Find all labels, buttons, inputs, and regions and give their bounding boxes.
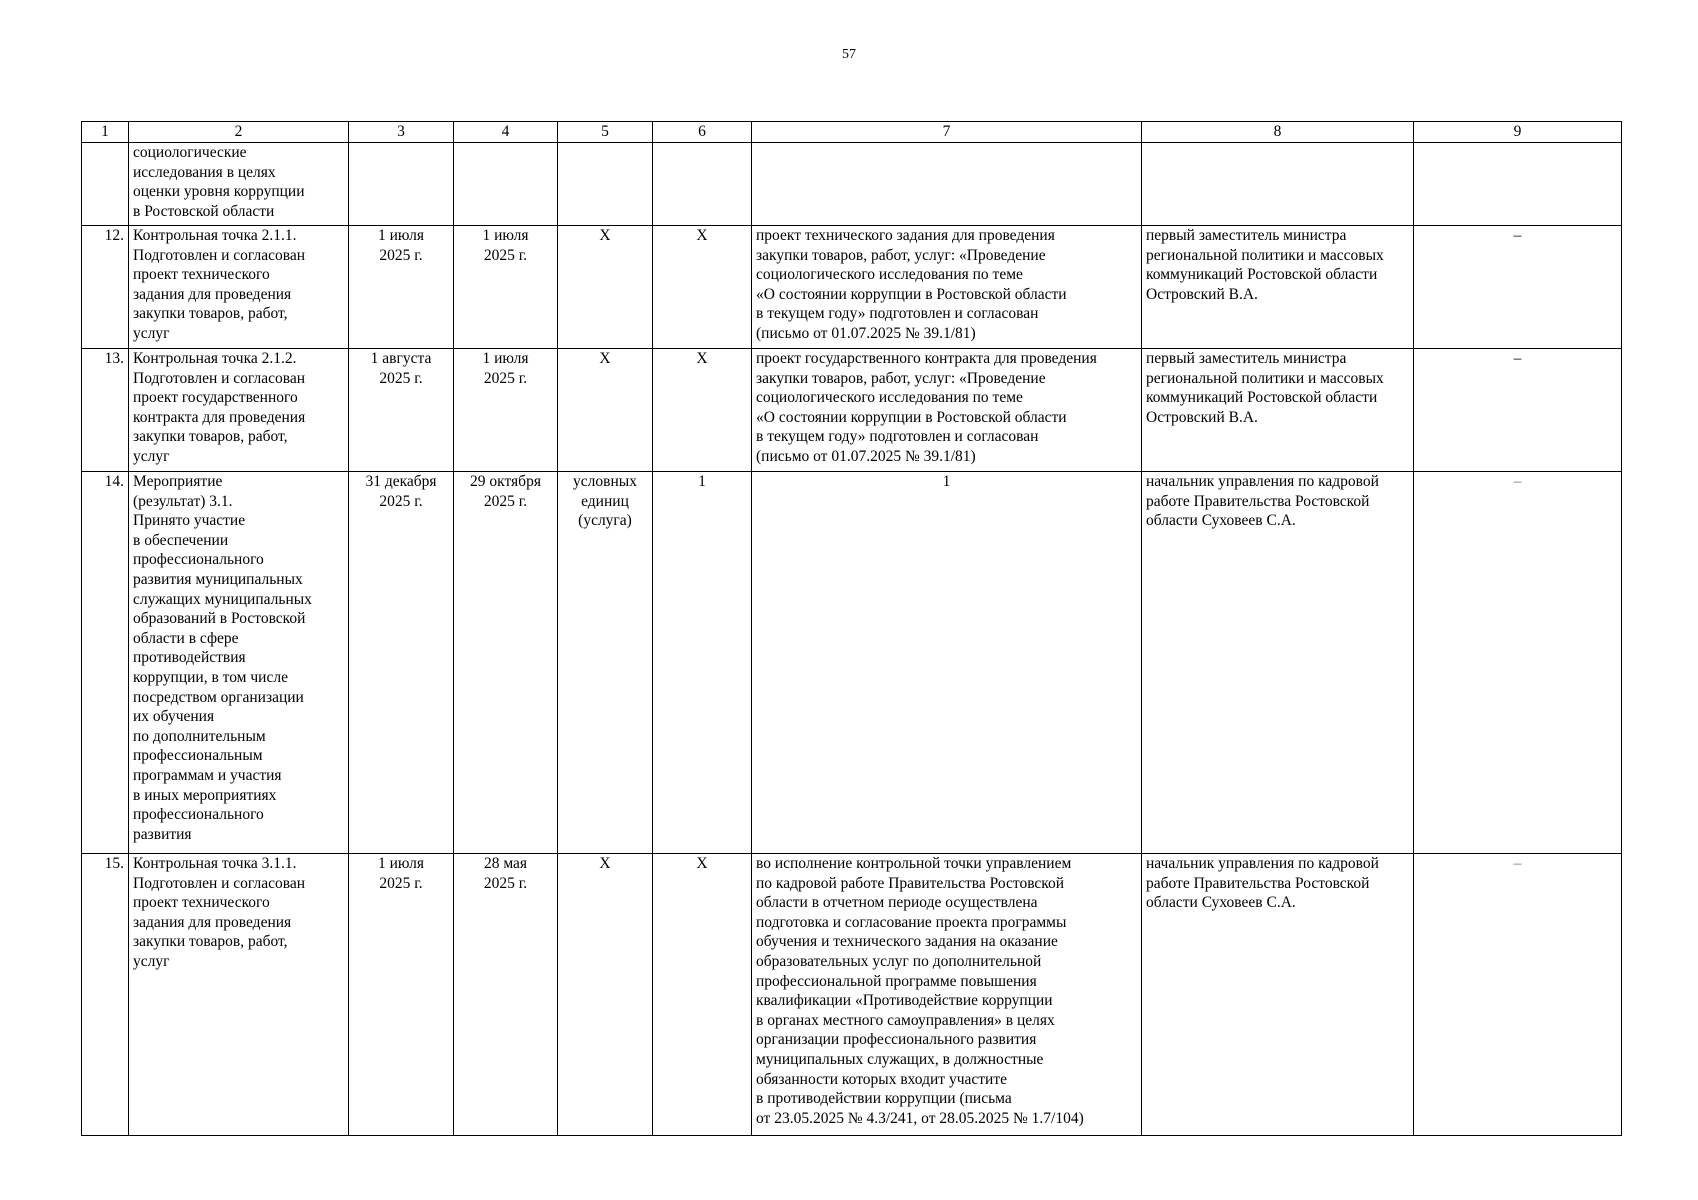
row-number: 13. xyxy=(82,349,129,472)
table-body xyxy=(82,143,1622,1136)
unit: X xyxy=(558,854,653,1136)
result-text: проект технического задания для проведения закупки товаров, работ, услуг: «Проведение социологического исследования по теме «О состоянии коррупции в Ростовской области в текущем году» подготовлен и согласован (письмо от 01.07.2025 № 39.1/81) xyxy=(752,226,1142,349)
responsible: начальник управления по кадровой работе Правительства Ростовской области Суховеев С.А. xyxy=(1142,854,1414,1136)
note: – xyxy=(1414,349,1622,472)
header-cell: 8 xyxy=(1142,122,1414,143)
plan-date: 1 августа 2025 г. xyxy=(349,349,454,472)
table-row xyxy=(82,472,1622,854)
note: – xyxy=(1414,226,1622,349)
plan-date: 1 июля 2025 г. xyxy=(349,226,454,349)
row-number: 14. xyxy=(82,472,129,854)
fact-date: 1 июля 2025 г. xyxy=(454,226,558,349)
fact-date: 28 мая 2025 г. xyxy=(454,854,558,1136)
header-cell: 4 xyxy=(454,122,558,143)
header-cell: 5 xyxy=(558,122,653,143)
plan-value: 1 xyxy=(653,472,752,854)
report-table xyxy=(81,121,1622,1136)
result-text xyxy=(752,143,1142,226)
header-cell: 7 xyxy=(752,122,1142,143)
unit xyxy=(558,143,653,226)
table-row xyxy=(82,854,1622,1136)
plan-value xyxy=(653,143,752,226)
measure-name: Контрольная точка 2.1.2. Подготовлен и согласован проект государственного контракта для проведения закупки товаров, работ, услуг xyxy=(129,349,349,472)
table-row xyxy=(82,349,1622,472)
fact-date xyxy=(454,143,558,226)
measure-name: Контрольная точка 3.1.1. Подготовлен и согласован проект технического задания для проведения закупки товаров, работ, услуг xyxy=(129,854,349,1136)
header-cell: 9 xyxy=(1414,122,1622,143)
responsible: первый заместитель министра региональной политики и массовых коммуникаций Ростовской области Островский В.А. xyxy=(1142,226,1414,349)
result-text: во исполнение контрольной точки управлением по кадровой работе Правительства Ростовской области в отчетном периоде осуществлена подготовка и согласование проекта программы обучения и технического задания на оказание образовательных услуг по дополнительной профессиональной программе повышения квалификации «Противодействие коррупции в органах местного самоуправления» в целях организации профессионального развития муниципальных служащих, в должностные обязанности которых входит участите в противодействии коррупции (письма от 23.05.2025 № 4.3/241, от 28.05.2025 № 1.7/104) xyxy=(752,854,1142,1136)
table-row xyxy=(82,226,1622,349)
note: – xyxy=(1414,854,1622,1136)
responsible: первый заместитель министра региональной политики и массовых коммуникаций Ростовской области Островский В.А. xyxy=(1142,349,1414,472)
header-cell: 2 xyxy=(129,122,349,143)
result-text: проект государственного контракта для проведения закупки товаров, работ, услуг: «Проведение социологического исследования по теме «О состоянии коррупции в Ростовской области в текущем году» подготовлен и согласован (письмо от 01.07.2025 № 39.1/81) xyxy=(752,349,1142,472)
unit: X xyxy=(558,349,653,472)
plan-value: X xyxy=(653,349,752,472)
fact-date: 1 июля 2025 г. xyxy=(454,349,558,472)
unit: условных единиц (услуга) xyxy=(558,472,653,854)
row-number xyxy=(82,143,129,226)
responsible xyxy=(1142,143,1414,226)
note: – xyxy=(1414,472,1622,854)
measure-name: Контрольная точка 2.1.1. Подготовлен и согласован проект технического задания для проведения закупки товаров, работ, услуг xyxy=(129,226,349,349)
plan-date xyxy=(349,143,454,226)
plan-value: X xyxy=(653,854,752,1136)
plan-date: 31 декабря 2025 г. xyxy=(349,472,454,854)
result-text: 1 xyxy=(752,472,1142,854)
row-number: 15. xyxy=(82,854,129,1136)
measure-name: Мероприятие (результат) 3.1. Принято участие в обеспечении профессионального развития муниципальных служащих муниципальных образований в Ростовской области в сфере противодействия коррупции, в том числе посредством организации их обучения по дополнительным профессиональным программам и участия в иных мероприятиях профессионального развития xyxy=(129,472,349,854)
unit: X xyxy=(558,226,653,349)
header-cell: 1 xyxy=(82,122,129,143)
table-row xyxy=(82,143,1622,226)
plan-value: X xyxy=(653,226,752,349)
fact-date: 29 октября 2025 г. xyxy=(454,472,558,854)
plan-date: 1 июля 2025 г. xyxy=(349,854,454,1136)
header-cell: 3 xyxy=(349,122,454,143)
page-number: 57 xyxy=(842,47,856,62)
row-number: 12. xyxy=(82,226,129,349)
responsible: начальник управления по кадровой работе Правительства Ростовской области Суховеев С.А. xyxy=(1142,472,1414,854)
measure-name: социологические исследования в целях оценки уровня коррупции в Ростовской области xyxy=(129,143,349,226)
table-header xyxy=(82,122,1622,143)
header-cell: 6 xyxy=(653,122,752,143)
note xyxy=(1414,143,1622,226)
